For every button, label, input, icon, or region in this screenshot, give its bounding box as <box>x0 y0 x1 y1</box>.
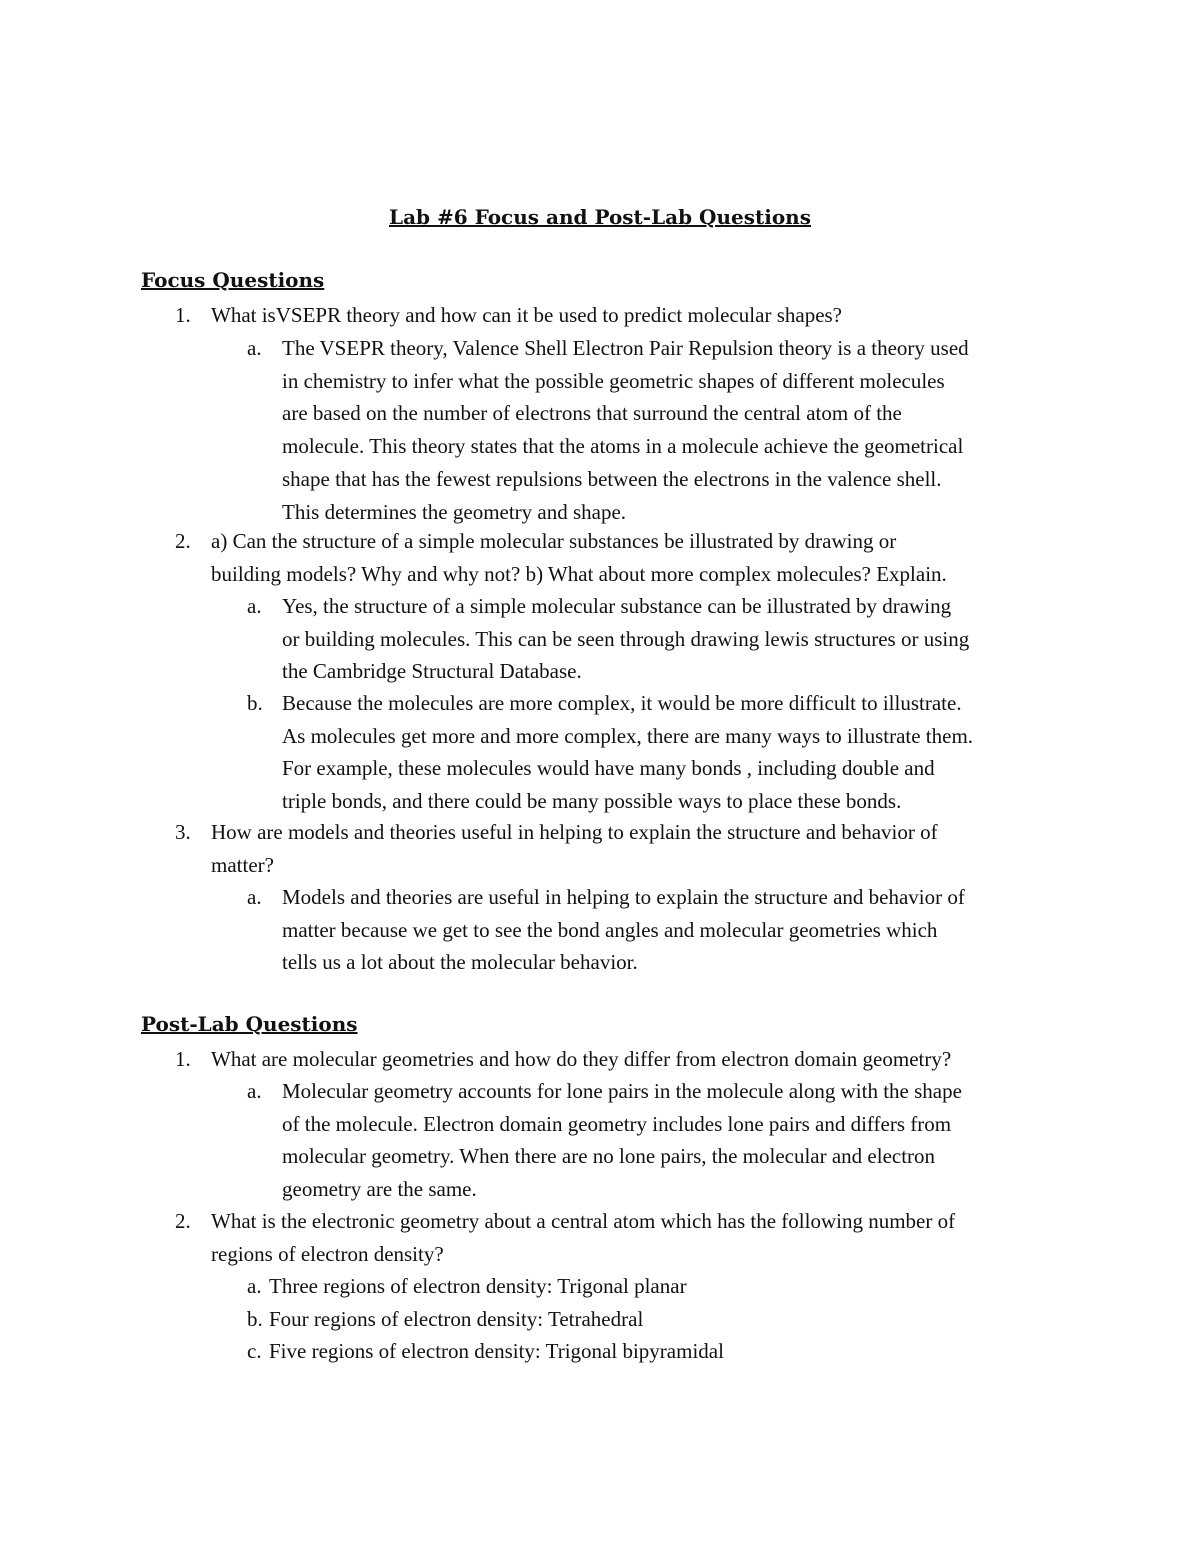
answer-text-line: The VSEPR theory, Valence Shell Electron Pair Repulsion theory is a theory used <box>282 336 969 360</box>
answer-text-line: This determines the geometry and shape. <box>282 499 627 524</box>
answer-text-line: in chemistry to infer what the possible geometric shapes of different molecules <box>282 368 945 393</box>
answer-text-line: shape that has the fewest repulsions between the electrons in the valence shell. <box>282 466 942 491</box>
answer-text-line: Models and theories are useful in helping to explain the structure and behavior of <box>282 885 965 909</box>
postlab-questions-heading: Post-Lab Questions <box>141 1012 358 1036</box>
answer-letter: b. <box>247 691 263 715</box>
postlab-question-1 <box>175 1043 1075 1076</box>
answer-text-line: matter because we get to see the bond angles and molecular geometries which <box>282 917 938 942</box>
answer-letter: a. <box>247 594 262 618</box>
question-number: 1. <box>175 1047 191 1071</box>
question-text-line: What is the electronic geometry about a central atom which has the following number of <box>211 1209 956 1233</box>
postlab-q1-answer-a <box>247 1075 1067 1206</box>
answer-text-line: molecule. This theory states that the atoms in a molecule achieve the geometrical <box>282 434 964 459</box>
answer-text-line: of the molecule. Electron domain geometry includes lone pairs and differs from <box>282 1111 952 1136</box>
focus-questions-heading: Focus Questions <box>141 268 325 292</box>
answer-text-line: molecular geometry. When there are no lone pairs, the molecular and electron <box>282 1144 936 1169</box>
question-text-line: What isVSEPR theory and how can it be used to predict molecular shapes? <box>211 303 843 327</box>
postlab-q2-answers <box>247 1270 1067 1368</box>
focus-question-3 <box>175 816 1075 881</box>
answer-letter: a. <box>247 1079 262 1103</box>
answer-letter: a. <box>247 885 262 909</box>
question-text-line: building models? Why and why not? b) What about more complex molecules? Explain. <box>211 561 947 586</box>
answer-text-line: For example, these molecules would have many bonds , including double and <box>282 756 935 781</box>
answer-item <box>247 1335 1067 1368</box>
answer-letter: c. <box>247 1339 262 1364</box>
answer-text-line: triple bonds, and there could be many possible ways to place these bonds. <box>282 789 902 814</box>
question-text-line: How are models and theories useful in helping to explain the structure and behavior of <box>211 820 938 844</box>
question-number: 3. <box>175 820 191 844</box>
answer-text-line: geometry are the same. <box>282 1177 477 1202</box>
answer-text-line: tells us a lot about the molecular behavior. <box>282 950 638 975</box>
answer-item <box>247 1270 1067 1303</box>
answer-text-line: Yes, the structure of a simple molecular substance can be illustrated by drawing <box>282 594 952 618</box>
question-number: 2. <box>175 529 191 553</box>
answer-text-line: or building molecules. This can be seen through drawing lewis structures or using <box>282 626 970 651</box>
answer-text: Four regions of electron density: Tetrahedral <box>269 1306 644 1331</box>
question-text-line: What are molecular geometries and how do they differ from electron domain geometry? <box>211 1047 952 1071</box>
answer-item <box>247 1303 1067 1336</box>
focus-q2-answer-b <box>247 687 1067 818</box>
focus-q3-answer-a <box>247 881 1067 979</box>
answer-text-line: Because the molecules are more complex, it would be more difficult to illustrate. <box>282 691 962 715</box>
document-title: Lab #6 Focus and Post-Lab Questions <box>389 205 811 229</box>
question-number: 2. <box>175 1209 191 1233</box>
answer-text-line: Molecular geometry accounts for lone pairs in the molecule along with the shape <box>282 1079 962 1103</box>
answer-letter: a. <box>247 336 262 360</box>
answer-letter: a. <box>247 1274 262 1298</box>
question-text-line: regions of electron density? <box>211 1241 444 1266</box>
focus-q1-answer-a <box>247 332 1067 528</box>
question-text-line: matter? <box>211 852 274 877</box>
answer-text: Three regions of electron density: Trigonal planar <box>269 1274 687 1298</box>
answer-text-line: are based on the number of electrons that surround the central atom of the <box>282 401 902 426</box>
answer-text-line: the Cambridge Structural Database. <box>282 659 582 684</box>
question-number: 1. <box>175 303 191 327</box>
focus-question-2 <box>175 525 1075 590</box>
postlab-question-2 <box>175 1205 1075 1270</box>
focus-question-1 <box>175 299 1075 332</box>
question-text-line: a) Can the structure of a simple molecular substances be illustrated by drawing or <box>211 529 897 553</box>
answer-text: Five regions of electron density: Trigonal bipyramidal <box>269 1339 724 1364</box>
focus-q2-answer-a <box>247 590 1067 688</box>
answer-text-line: As molecules get more and more complex, there are many ways to illustrate them. <box>282 723 974 748</box>
answer-letter: b. <box>247 1306 263 1331</box>
